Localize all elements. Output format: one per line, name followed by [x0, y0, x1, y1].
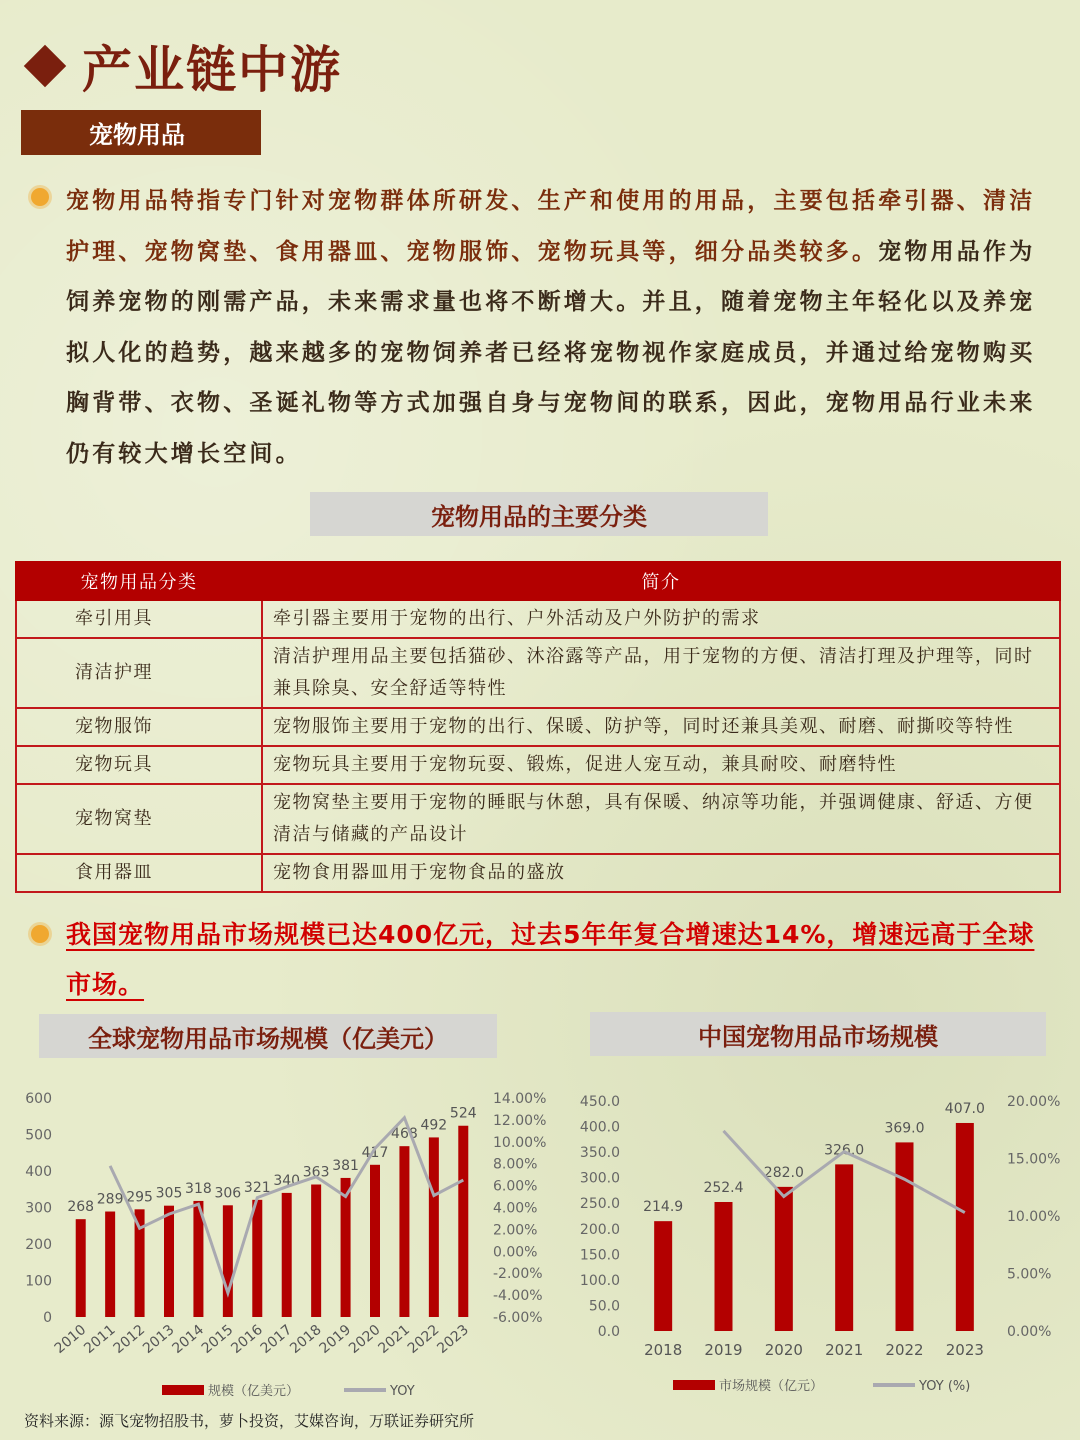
- y2-tick-label: 12.00%: [493, 1112, 547, 1129]
- table-cell: 宠物食用器皿用于宠物食品的盛放: [262, 854, 1060, 892]
- data-label: 492: [420, 1117, 448, 1134]
- bullet-icon: [31, 925, 49, 943]
- global-market-chart: [0, 1080, 560, 1405]
- x-tick-label: 2021: [825, 1341, 864, 1359]
- bar: [370, 1165, 380, 1317]
- section-tag: 宠物用品: [21, 110, 261, 155]
- data-label: 318: [185, 1180, 212, 1197]
- bar: [311, 1185, 321, 1317]
- y2-tick-label: 0.00%: [1007, 1324, 1052, 1340]
- x-tick-label: 2013: [139, 1321, 178, 1357]
- category-table: [15, 561, 1061, 893]
- data-label: 252.4: [703, 1179, 744, 1196]
- table-cell: 宠物窝垫主要用于宠物的睡眠与休憩，具有保暖、纳凉等功能，并强调健康、舒适、方便清洁与储藏的产品设计: [262, 784, 1060, 854]
- legend-bar-swatch: [162, 1385, 204, 1395]
- y-tick-label: 600: [25, 1091, 52, 1107]
- legend-label: YOY: [390, 1384, 415, 1399]
- bar: [341, 1178, 351, 1317]
- y-tick-label: 200.0: [579, 1221, 620, 1238]
- bar: [223, 1205, 233, 1317]
- y-tick-label: 350.0: [579, 1145, 620, 1162]
- data-label: 321: [243, 1179, 271, 1196]
- y-tick-label: 100.0: [579, 1272, 620, 1289]
- y2-tick-label: 14.00%: [493, 1091, 547, 1107]
- y-tick-label: 100: [25, 1273, 52, 1290]
- x-tick-label: 2019: [316, 1321, 355, 1357]
- bar: [76, 1219, 86, 1317]
- table-cell: 宠物服饰: [16, 708, 262, 746]
- data-label: 268: [67, 1199, 95, 1216]
- y-tick-label: 0: [43, 1310, 52, 1326]
- y2-tick-label: 20.00%: [1007, 1094, 1061, 1110]
- table-cell: 食用器皿: [16, 854, 262, 892]
- data-label: 214.9: [643, 1199, 684, 1216]
- bar: [835, 1164, 853, 1331]
- y2-tick-label: 2.00%: [493, 1222, 538, 1239]
- intro-rest: 宠物用品作为饲养宠物的刚需产品，未来需求量也将不断增大。并且，随着宠物主年轻化以及养宠拟人化的趋势，越来越多的宠物饲养者已经将宠物视作家庭成员，并通过给宠物购买胸背带、衣物、圣诞礼物等方式加强自身与宠物间的联系，因此，宠物用品行业未来仍有较大增长空间。: [66, 238, 1036, 467]
- y2-tick-label: -6.00%: [493, 1310, 543, 1326]
- table-cell: 牵引用具: [16, 600, 262, 638]
- y-tick-label: 250.0: [579, 1196, 620, 1213]
- table-cell: 牵引器主要用于宠物的出行、户外活动及户外防护的需求: [262, 600, 1060, 638]
- x-tick-label: 2020: [764, 1341, 803, 1359]
- chart-title-global: 全球宠物用品市场规模（亿美元）: [39, 1014, 497, 1058]
- x-tick-label: 2021: [375, 1321, 413, 1357]
- chart-title-china: 中国宠物用品市场规模: [590, 1012, 1046, 1056]
- page-title-row: [22, 30, 342, 102]
- source-note: 资料来源：源飞宠物招股书，萝卜投资，艾媒咨询，万联证券研究所: [24, 1412, 475, 1430]
- y-tick-label: 300.0: [579, 1170, 620, 1187]
- data-label: 326.0: [824, 1142, 865, 1159]
- data-label: 369.0: [884, 1120, 925, 1137]
- x-tick-label: 2018: [644, 1341, 683, 1359]
- y-tick-label: 300: [25, 1200, 52, 1217]
- table-cell: 宠物玩具: [16, 746, 262, 784]
- table-row: [16, 746, 1060, 784]
- intro-paragraph: [66, 176, 1044, 479]
- legend-label: 规模（亿美元）: [208, 1384, 300, 1399]
- legend-bar-swatch: [673, 1380, 715, 1390]
- table-row: [16, 600, 1060, 638]
- y-tick-label: 400: [25, 1164, 52, 1180]
- data-label: 407.0: [944, 1100, 985, 1117]
- data-label: 363: [302, 1164, 330, 1181]
- bar: [775, 1187, 793, 1331]
- table-cell: 清洁护理: [16, 638, 262, 708]
- x-tick-label: 2014: [169, 1321, 207, 1357]
- bar: [252, 1200, 262, 1317]
- data-label: 468: [391, 1126, 418, 1143]
- y2-tick-label: -2.00%: [493, 1266, 543, 1283]
- bar: [458, 1126, 468, 1317]
- table-header-row: [16, 562, 1060, 600]
- y-tick-label: 500: [25, 1127, 52, 1144]
- bar: [956, 1123, 974, 1331]
- y-tick-label: 50.0: [588, 1298, 620, 1315]
- bar: [654, 1221, 672, 1331]
- table-cell: 宠物玩具主要用于宠物玩耍、锻炼，促进人宠互动，兼具耐咬、耐磨特性: [262, 746, 1060, 784]
- bar: [282, 1193, 292, 1317]
- x-tick-label: 2022: [885, 1341, 924, 1359]
- intro-lead: 宠物用品特指专门针对宠物群体所研发、生产和使用的用品，主要包括牵引器、清洁护理、宠物窝垫、食用器皿、宠物服饰、宠物玩具等，细分品类较多。: [66, 188, 1036, 265]
- y2-tick-label: 10.00%: [493, 1134, 547, 1151]
- data-label: 381: [332, 1157, 359, 1174]
- data-label: 305: [155, 1185, 183, 1202]
- data-label: 417: [361, 1144, 389, 1161]
- x-tick-label: 2012: [110, 1321, 149, 1357]
- x-tick-label: 2022: [404, 1321, 443, 1357]
- diamond-icon: [24, 45, 66, 87]
- table-header-cell: 简介: [262, 562, 1060, 600]
- x-tick-label: 2019: [704, 1341, 743, 1359]
- highlight-text: 我国宠物用品市场规模已达400亿元，过去5年年复合增速达14%，增速远高于全球市场。: [66, 920, 1035, 999]
- bar: [105, 1212, 115, 1317]
- y2-tick-label: 15.00%: [1007, 1151, 1061, 1168]
- y2-tick-label: 4.00%: [493, 1200, 538, 1217]
- bar: [164, 1206, 174, 1317]
- x-tick-label: 2017: [257, 1321, 296, 1357]
- y-tick-label: 200: [25, 1237, 52, 1253]
- table-cell: 清洁护理用品主要包括猫砂、沐浴露等产品，用于宠物的方便、清洁打理及护理等，同时兼具除臭、安全舒适等特性: [262, 638, 1060, 708]
- x-tick-label: 2011: [81, 1321, 119, 1357]
- table-row: [16, 638, 1060, 708]
- table-row: [16, 854, 1060, 892]
- y2-tick-label: 8.00%: [493, 1156, 538, 1173]
- x-tick-label: 2023: [945, 1341, 984, 1359]
- y2-tick-label: -4.00%: [493, 1288, 543, 1305]
- table-title: 宠物用品的主要分类: [310, 492, 768, 536]
- data-label: 524: [449, 1105, 477, 1122]
- page-title: 产业链中游: [82, 41, 342, 99]
- bar: [715, 1202, 733, 1331]
- bullet-icon: [31, 188, 49, 206]
- legend-label: 市场规模（亿元）: [719, 1379, 824, 1394]
- table-row: [16, 784, 1060, 854]
- y-tick-label: 0.0: [597, 1324, 620, 1340]
- x-tick-label: 2018: [287, 1321, 325, 1357]
- y2-tick-label: 10.00%: [1007, 1209, 1061, 1225]
- y2-tick-label: 5.00%: [1007, 1266, 1052, 1283]
- x-tick-label: 2015: [198, 1321, 237, 1357]
- y-tick-label: 150.0: [579, 1247, 620, 1264]
- y-tick-label: 400.0: [579, 1119, 620, 1136]
- table-cell: 宠物服饰主要用于宠物的出行、保暖、防护等，同时还兼具美观、耐磨、耐撕咬等特性: [262, 708, 1060, 746]
- legend-label: YOY (%): [919, 1379, 971, 1394]
- y-tick-label: 450.0: [579, 1094, 620, 1110]
- table-header-cell: 宠物用品分类: [16, 562, 262, 600]
- data-label: 282.0: [763, 1164, 804, 1181]
- data-label: 340: [273, 1172, 301, 1189]
- y2-tick-label: 0.00%: [493, 1244, 538, 1261]
- x-tick-label: 2016: [228, 1321, 266, 1357]
- bar: [896, 1142, 914, 1331]
- x-tick-label: 2010: [51, 1321, 90, 1357]
- y2-tick-label: 6.00%: [493, 1178, 538, 1195]
- bar: [399, 1146, 409, 1317]
- x-tick-label: 2023: [434, 1321, 472, 1357]
- data-label: 295: [126, 1189, 153, 1206]
- x-tick-label: 2020: [345, 1321, 384, 1357]
- data-label: 289: [96, 1191, 124, 1208]
- bar: [429, 1137, 439, 1317]
- table-cell: 宠物窝垫: [16, 784, 262, 854]
- china-market-chart: [560, 1080, 1080, 1405]
- data-label: 306: [214, 1185, 242, 1202]
- table-row: [16, 708, 1060, 746]
